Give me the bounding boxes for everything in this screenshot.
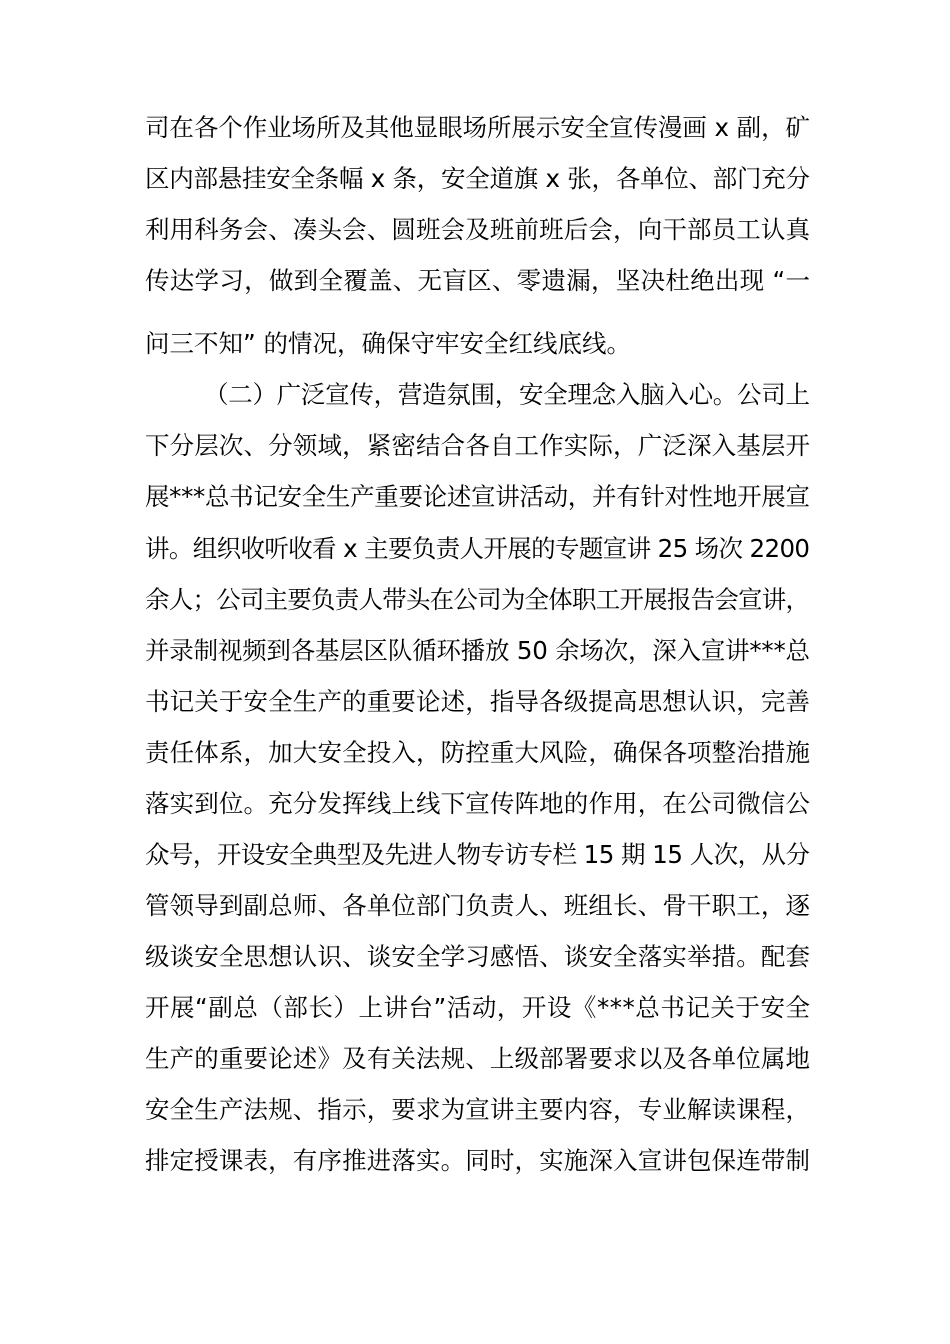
- text-line: 管领导到副总师、各单位部门负责人、班组长、骨干职工，逐: [145, 891, 811, 920]
- text-line: 排定授课表，有序推进落实。同时，实施深入宣讲包保连带制: [145, 1146, 811, 1175]
- text-line: 众号，开设安全典型及先进人物专访专栏 15 期 15 人次，从分: [145, 840, 810, 869]
- text-line: 级谈安全思想认识、谈安全学习感悟、谈安全落实举措。配套: [145, 942, 811, 971]
- text-line: 区内部悬挂安全条幅 x 条，安全道旗 x 张，各单位、部门充分: [145, 164, 810, 193]
- text-line: 并录制视频到各基层区队循环播放 50 余场次，深入宣讲***总: [145, 636, 810, 665]
- text-line: 书记关于安全生产的重要论述，指导各级提高思想认识，完善: [145, 687, 811, 716]
- text-line: 利用科务会、凑头会、圆班会及班前班后会，向干部员工认真: [145, 215, 811, 244]
- text-line: 传达学习，做到全覆盖、无盲区、零遗漏，坚决杜绝出现 “一: [145, 266, 811, 295]
- text-line: 安全生产法规、指示，要求为宣讲主要内容，专业解读课程，: [145, 1095, 811, 1124]
- text-line: 余人；公司主要负责人带头在公司为全体职工开展报告会宣讲，: [145, 585, 810, 614]
- text-line: 展***总书记安全生产重要论述宣讲活动，并有针对性地开展宣: [145, 482, 810, 511]
- text-line: 司在各个作业场所及其他显眼场所展示安全宣传漫画 x 副，矿: [145, 113, 810, 142]
- text-line: 开展“副总（部长）上讲台”活动，开设《***总书记关于安全: [145, 993, 811, 1022]
- text-line: 生产的重要论述》及有关法规、上级部署要求以及各单位属地: [145, 1044, 811, 1073]
- text-line: 落实到位。充分发挥线上线下宣传阵地的作用，在公司微信公: [145, 789, 811, 818]
- text-line: 讲。组织收听收看 x 主要负责人开展的专题宣讲 25 场次 2200: [145, 534, 810, 563]
- paragraph-heading-line: （二）广泛宣传，营造氛围，安全理念入脑入心。公司上: [204, 380, 810, 409]
- text-line: 责任体系，加大安全投入，防控重大风险，确保各项整治措施: [145, 738, 811, 767]
- text-line: 下分层次、分领域，紧密结合各自工作实际，广泛深入基层开: [145, 431, 811, 460]
- text-line: 问三不知” 的情况，确保守牢安全红线底线。: [145, 329, 631, 358]
